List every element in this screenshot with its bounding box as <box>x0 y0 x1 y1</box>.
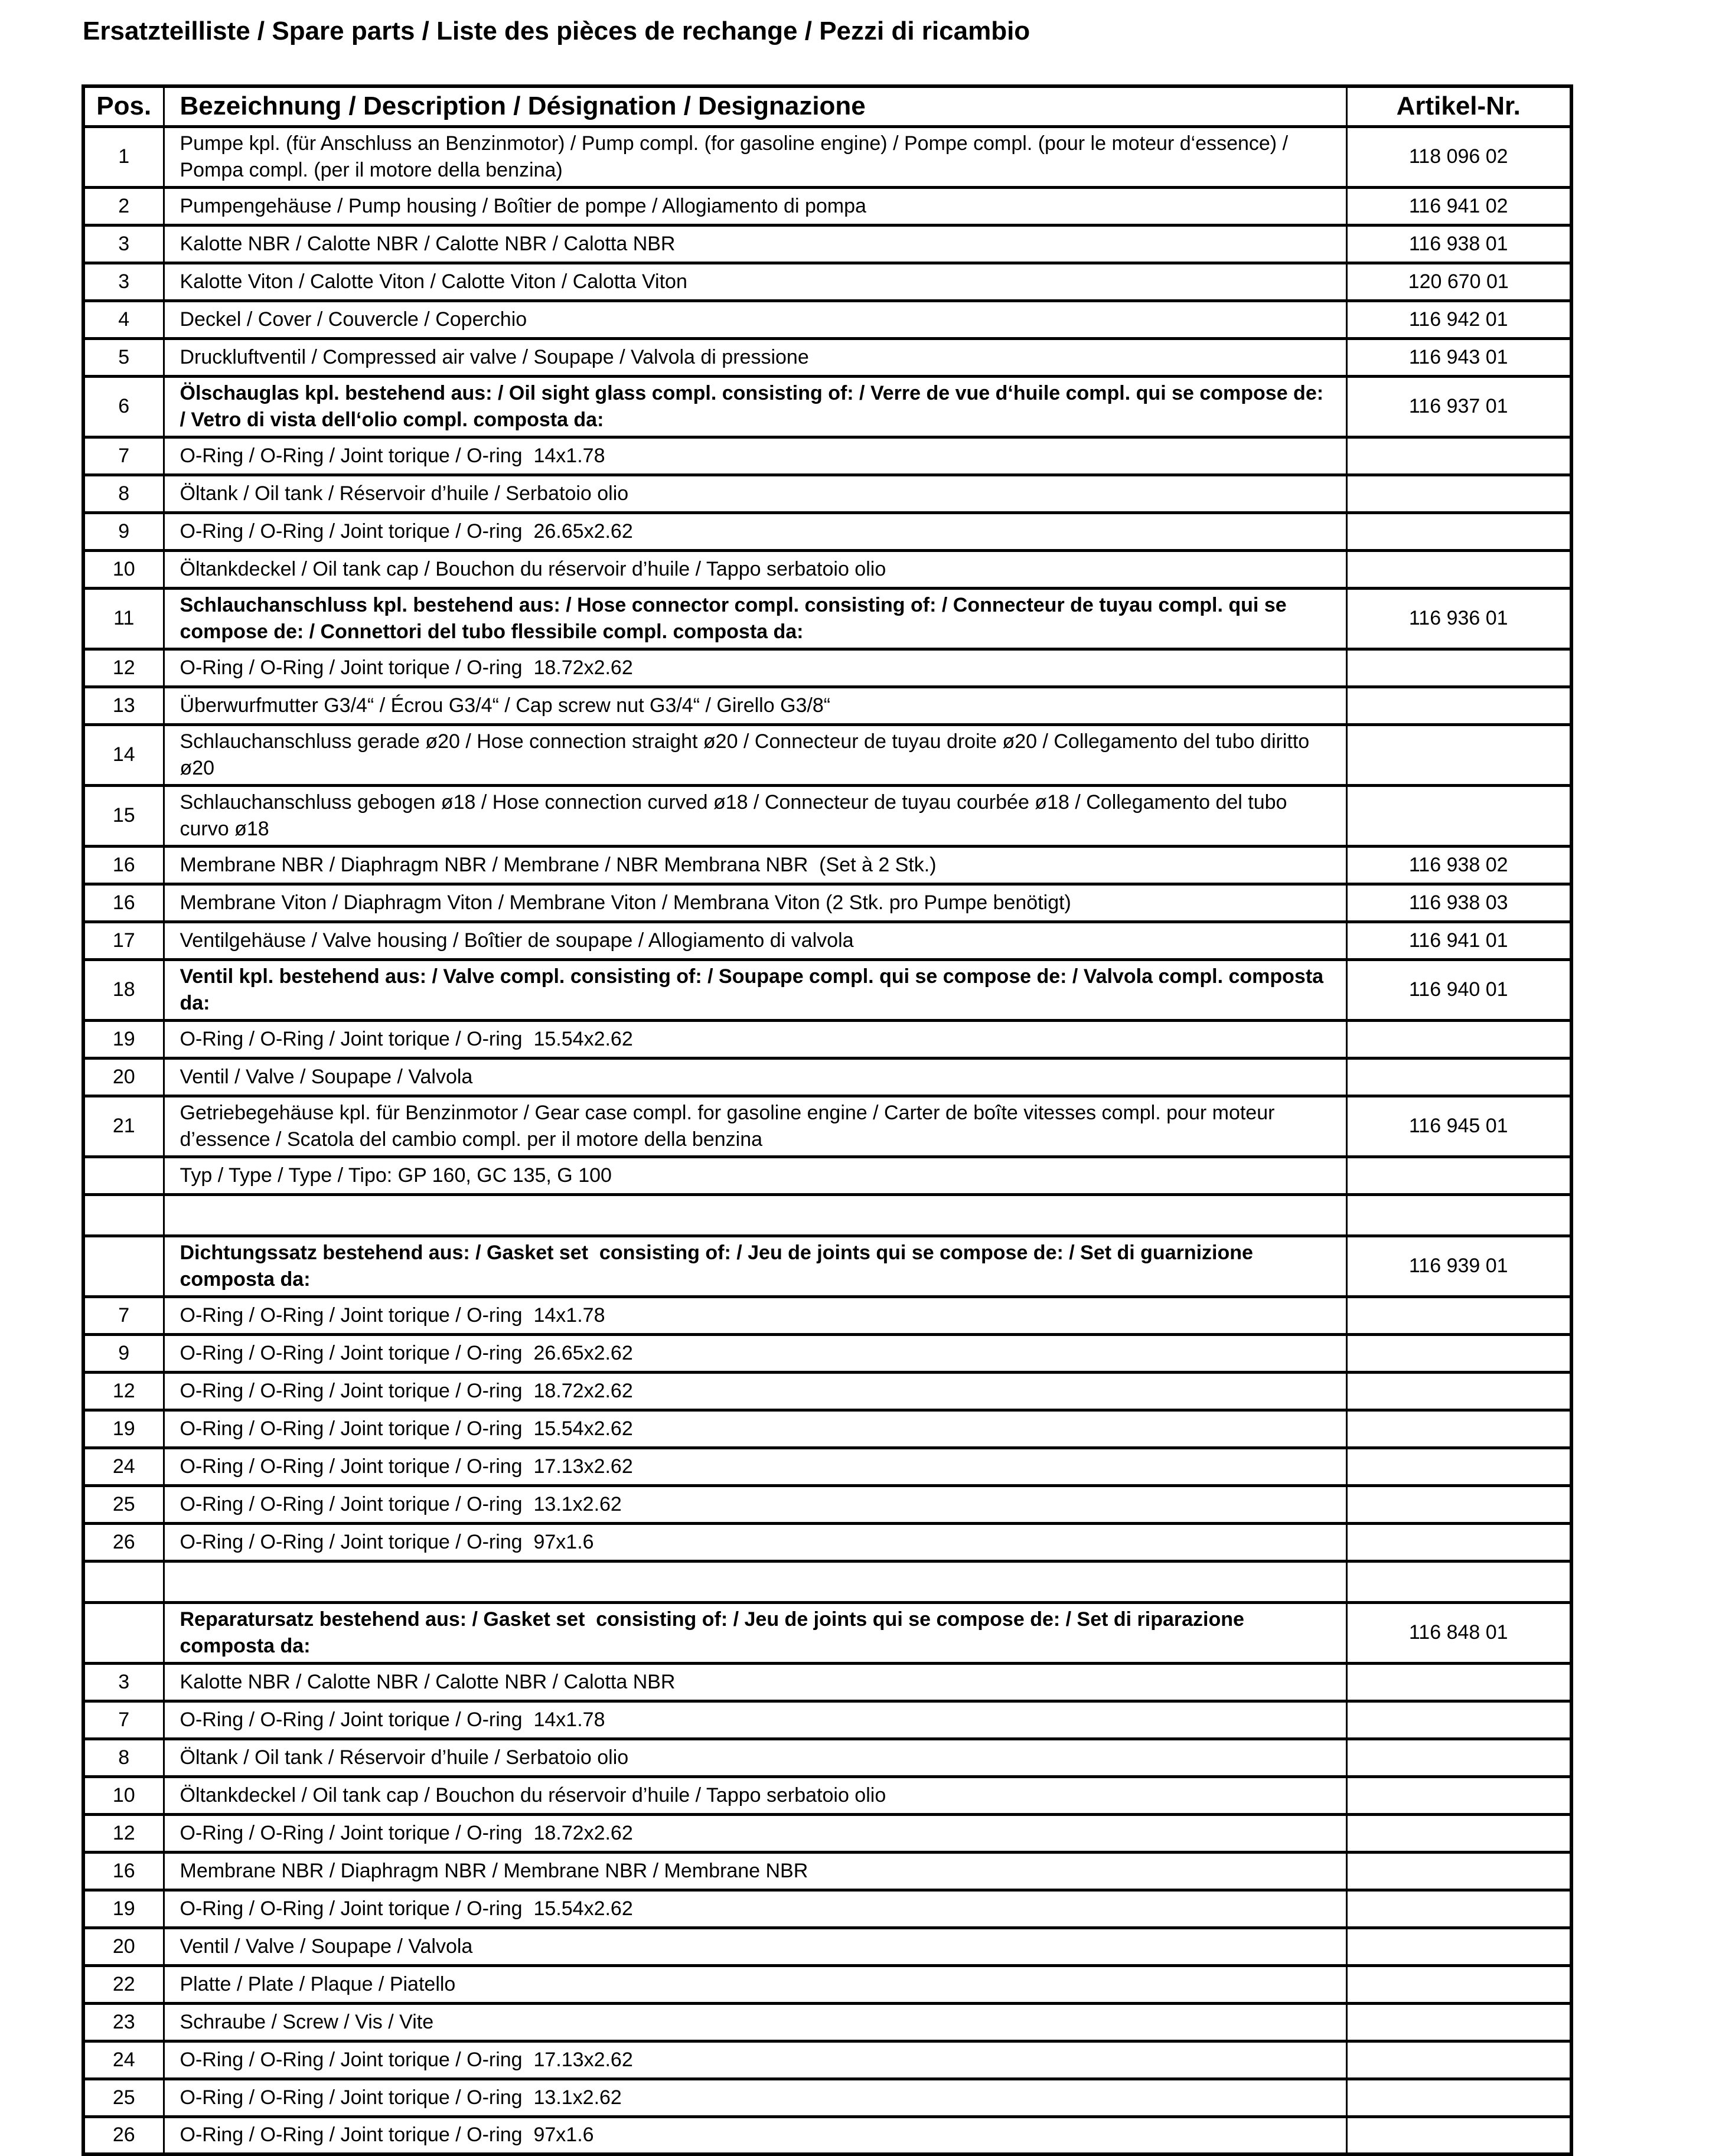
description-cell: Kalotte Viton / Calotte Viton / Calotte Viton / Calotta Viton <box>164 263 1346 300</box>
article-cell <box>1346 1334 1571 1372</box>
table-row <box>83 2003 1571 2041</box>
pos-cell: 19 <box>83 1890 164 1928</box>
article-cell: 116 848 01 <box>1346 1602 1571 1663</box>
article-cell <box>1346 1157 1571 1194</box>
pos-cell: 6 <box>83 376 164 437</box>
pos-cell: 25 <box>83 1485 164 1523</box>
article-cell <box>1346 1410 1571 1448</box>
table-row <box>83 1448 1571 1485</box>
table-row <box>83 1852 1571 1890</box>
description-cell <box>164 1561 1346 1602</box>
description-cell: O-Ring / O-Ring / Joint torique / O-ring 15.54x2.62 <box>164 1020 1346 1058</box>
pos-cell: 10 <box>83 550 164 588</box>
description-cell: O-Ring / O-Ring / Joint torique / O-ring 18.72x2.62 <box>164 1814 1346 1852</box>
description-cell: Dichtungssatz bestehend aus: / Gasket set consisting of: / Jeu de joints qui se compose de: / Set di guarnizione composta da: <box>164 1236 1346 1296</box>
article-cell <box>1346 1776 1571 1814</box>
description-cell: Kalotte NBR / Calotte NBR / Calotte NBR / Calotta NBR <box>164 225 1346 263</box>
table-row <box>83 1096 1571 1157</box>
pos-cell: 16 <box>83 884 164 922</box>
description-cell: Ventil / Valve / Soupape / Valvola <box>164 1058 1346 1096</box>
pos-cell: 24 <box>83 1448 164 1485</box>
article-cell: 116 941 02 <box>1346 187 1571 225</box>
pos-cell: 18 <box>83 959 164 1020</box>
article-cell <box>1346 1296 1571 1334</box>
description-cell: Pumpe kpl. (für Anschluss an Benzinmotor) / Pump compl. (for gasoline engine) / Pompe compl. (pour le moteur d‘essence) / Pompa compl. (per il motore della benzina) <box>164 126 1346 187</box>
article-cell <box>1346 1020 1571 1058</box>
article-cell: 116 943 01 <box>1346 338 1571 376</box>
article-cell <box>1346 512 1571 550</box>
pos-cell: 8 <box>83 475 164 512</box>
article-cell: 116 938 01 <box>1346 225 1571 263</box>
description-cell: Membrane Viton / Diaphragm Viton / Membrane Viton / Membrana Viton (2 Stk. pro Pumpe benötigt) <box>164 884 1346 922</box>
article-cell <box>1346 2079 1571 2116</box>
article-cell: 116 937 01 <box>1346 376 1571 437</box>
description-cell: Ölschauglas kpl. bestehend aus: / Oil sight glass compl. consisting of: / Verre de vue d‘huile compl. qui se compose de: / Vetro di vista dell‘olio compl. composta da: <box>164 376 1346 437</box>
table-row <box>83 1739 1571 1776</box>
pos-cell: 12 <box>83 1372 164 1410</box>
table-row <box>83 1334 1571 1372</box>
pos-cell <box>83 1561 164 1602</box>
article-cell <box>1346 1485 1571 1523</box>
table-row <box>83 1058 1571 1096</box>
table-row <box>83 785 1571 846</box>
description-cell: Öltankdeckel / Oil tank cap / Bouchon du réservoir d’huile / Tappo serbatoio olio <box>164 1776 1346 1814</box>
table-row <box>83 1485 1571 1523</box>
table-row <box>83 376 1571 437</box>
table-row <box>83 1372 1571 1410</box>
description-cell: O-Ring / O-Ring / Joint torique / O-ring 15.54x2.62 <box>164 1410 1346 1448</box>
pos-cell: 5 <box>83 338 164 376</box>
pos-cell: 20 <box>83 1058 164 1096</box>
description-cell: Schraube / Screw / Vis / Vite <box>164 2003 1346 2041</box>
pos-cell: 20 <box>83 1928 164 1965</box>
article-cell <box>1346 437 1571 475</box>
table-row <box>83 1020 1571 1058</box>
pos-cell: 1 <box>83 126 164 187</box>
article-cell <box>1346 475 1571 512</box>
description-cell: O-Ring / O-Ring / Joint torique / O-ring 26.65x2.62 <box>164 512 1346 550</box>
description-cell: O-Ring / O-Ring / Joint torique / O-ring 17.13x2.62 <box>164 2041 1346 2079</box>
table-row <box>83 884 1571 922</box>
description-cell: Platte / Plate / Plaque / Piatello <box>164 1965 1346 2003</box>
description-cell: Getriebegehäuse kpl. für Benzinmotor / Gear case compl. for gasoline engine / Carter de boîte vitesses compl. pour moteur d’essence / Scatola del cambio compl. per il motore della benzina <box>164 1096 1346 1157</box>
description-cell: O-Ring / O-Ring / Joint torique / O-ring 14x1.78 <box>164 437 1346 475</box>
description-cell: Überwurfmutter G3/4“ / Écrou G3/4“ / Cap screw nut G3/4“ / Girello G3/8“ <box>164 687 1346 724</box>
description-cell: Typ / Type / Type / Tipo: GP 160, GC 135, G 100 <box>164 1157 1346 1194</box>
table-row <box>83 2041 1571 2079</box>
description-cell: Ventilgehäuse / Valve housing / Boîtier de soupape / Allogiamento di valvola <box>164 922 1346 959</box>
spare-parts-table <box>81 84 1573 2156</box>
page-title: Ersatzteilliste / Spare parts / Liste des pièces de rechange / Pezzi di ricambio <box>83 17 1030 45</box>
table-row <box>83 588 1571 649</box>
pos-cell: 24 <box>83 2041 164 2079</box>
pos-cell: 16 <box>83 846 164 884</box>
table-row <box>83 2079 1571 2116</box>
description-cell: O-Ring / O-Ring / Joint torique / O-ring 13.1x2.62 <box>164 2079 1346 2116</box>
pos-cell <box>83 1157 164 1194</box>
parts-table-body <box>83 126 1571 2154</box>
table-row <box>83 1663 1571 1701</box>
article-cell <box>1346 1058 1571 1096</box>
description-cell: Membrane NBR / Diaphragm NBR / Membrane NBR / Membrane NBR <box>164 1852 1346 1890</box>
article-cell <box>1346 1739 1571 1776</box>
description-cell: Öltankdeckel / Oil tank cap / Bouchon du réservoir d’huile / Tappo serbatoio olio <box>164 550 1346 588</box>
article-cell: 116 942 01 <box>1346 300 1571 338</box>
table-row <box>83 225 1571 263</box>
pos-cell: 9 <box>83 512 164 550</box>
article-cell <box>1346 1523 1571 1561</box>
description-cell: Reparatursatz bestehend aus: / Gasket set consisting of: / Jeu de joints qui se compose de: / Set di riparazione composta da: <box>164 1602 1346 1663</box>
pos-cell: 10 <box>83 1776 164 1814</box>
pos-cell <box>83 1602 164 1663</box>
table-row <box>83 437 1571 475</box>
pos-cell: 21 <box>83 1096 164 1157</box>
table-row <box>83 1236 1571 1296</box>
article-cell <box>1346 1928 1571 1965</box>
header-description: Bezeichnung / Description / Désignation / Designazione <box>164 86 1346 126</box>
table-row <box>83 126 1571 187</box>
article-cell <box>1346 2041 1571 2079</box>
pos-cell: 13 <box>83 687 164 724</box>
pos-cell: 4 <box>83 300 164 338</box>
description-cell: Membrane NBR / Diaphragm NBR / Membrane / NBR Membrana NBR (Set à 2 Stk.) <box>164 846 1346 884</box>
pos-cell <box>83 1194 164 1236</box>
pos-cell: 15 <box>83 785 164 846</box>
pos-cell: 3 <box>83 225 164 263</box>
description-cell: Druckluftventil / Compressed air valve / Soupape / Valvola di pressione <box>164 338 1346 376</box>
pos-cell: 25 <box>83 2079 164 2116</box>
description-cell: Pumpengehäuse / Pump housing / Boîtier de pompe / Allogiamento di pompa <box>164 187 1346 225</box>
pos-cell: 16 <box>83 1852 164 1890</box>
description-cell: Öltank / Oil tank / Réservoir d’huile / Serbatoio olio <box>164 1739 1346 1776</box>
description-cell: O-Ring / O-Ring / Joint torique / O-ring 14x1.78 <box>164 1296 1346 1334</box>
table-row <box>83 1157 1571 1194</box>
description-cell: O-Ring / O-Ring / Joint torique / O-ring 26.65x2.62 <box>164 1334 1346 1372</box>
description-cell: O-Ring / O-Ring / Joint torique / O-ring 15.54x2.62 <box>164 1890 1346 1928</box>
article-cell <box>1346 1194 1571 1236</box>
table-row <box>83 1965 1571 2003</box>
description-cell: O-Ring / O-Ring / Joint torique / O-ring 97x1.6 <box>164 1523 1346 1561</box>
article-cell <box>1346 1372 1571 1410</box>
pos-cell: 22 <box>83 1965 164 2003</box>
table-row <box>83 649 1571 687</box>
table-row <box>83 724 1571 785</box>
table-row <box>83 550 1571 588</box>
article-cell <box>1346 1965 1571 2003</box>
pos-cell: 14 <box>83 724 164 785</box>
pos-cell: 19 <box>83 1020 164 1058</box>
table-row <box>83 959 1571 1020</box>
table-row <box>83 1928 1571 1965</box>
pos-cell: 12 <box>83 1814 164 1852</box>
article-cell <box>1346 2116 1571 2154</box>
article-cell <box>1346 1852 1571 1890</box>
pos-cell: 3 <box>83 1663 164 1701</box>
article-cell <box>1346 649 1571 687</box>
table-row <box>83 1296 1571 1334</box>
description-cell: O-Ring / O-Ring / Joint torique / O-ring 18.72x2.62 <box>164 1372 1346 1410</box>
article-cell <box>1346 1890 1571 1928</box>
table-row <box>83 300 1571 338</box>
description-cell: O-Ring / O-Ring / Joint torique / O-ring 13.1x2.62 <box>164 1485 1346 1523</box>
table-row <box>83 1602 1571 1663</box>
article-cell: 116 938 03 <box>1346 884 1571 922</box>
pos-cell: 26 <box>83 2116 164 2154</box>
article-cell: 116 945 01 <box>1346 1096 1571 1157</box>
table-header-row <box>83 86 1571 126</box>
article-cell <box>1346 1663 1571 1701</box>
table-row <box>83 922 1571 959</box>
article-cell: 116 941 01 <box>1346 922 1571 959</box>
table-row <box>83 1814 1571 1852</box>
pos-cell: 11 <box>83 588 164 649</box>
description-cell: Ventil / Valve / Soupape / Valvola <box>164 1928 1346 1965</box>
article-cell: 120 670 01 <box>1346 263 1571 300</box>
description-cell: Öltank / Oil tank / Réservoir d’huile / Serbatoio olio <box>164 475 1346 512</box>
table-row <box>83 1701 1571 1739</box>
description-cell: Ventil kpl. bestehend aus: / Valve compl. consisting of: / Soupape compl. qui se compose de: / Valvola compl. composta da: <box>164 959 1346 1020</box>
description-cell: Schlauchanschluss gerade ø20 / Hose connection straight ø20 / Connecteur de tuyau droite ø20 / Collegamento del tubo diritto ø20 <box>164 724 1346 785</box>
description-cell: O-Ring / O-Ring / Joint torique / O-ring 18.72x2.62 <box>164 649 1346 687</box>
table-row <box>83 475 1571 512</box>
table-row <box>83 1776 1571 1814</box>
description-cell: Schlauchanschluss kpl. bestehend aus: / Hose connector compl. consisting of: / Connecteur de tuyau compl. qui se compose de: / Connettori del tubo flessibile compl. composta da: <box>164 588 1346 649</box>
pos-cell: 7 <box>83 1296 164 1334</box>
table-row <box>83 1194 1571 1236</box>
table-row <box>83 1890 1571 1928</box>
article-cell <box>1346 2003 1571 2041</box>
article-cell <box>1346 550 1571 588</box>
table-row <box>83 2116 1571 2154</box>
article-cell <box>1346 724 1571 785</box>
table-row <box>83 512 1571 550</box>
pos-cell: 9 <box>83 1334 164 1372</box>
article-cell <box>1346 1448 1571 1485</box>
header-pos: Pos. <box>83 86 164 126</box>
article-cell <box>1346 1561 1571 1602</box>
description-cell <box>164 1194 1346 1236</box>
table-row <box>83 1523 1571 1561</box>
pos-cell: 26 <box>83 1523 164 1561</box>
pos-cell: 7 <box>83 437 164 475</box>
pos-cell: 7 <box>83 1701 164 1739</box>
pos-cell: 2 <box>83 187 164 225</box>
article-cell <box>1346 785 1571 846</box>
article-cell <box>1346 1701 1571 1739</box>
pos-cell: 17 <box>83 922 164 959</box>
table-row <box>83 187 1571 225</box>
article-cell: 116 936 01 <box>1346 588 1571 649</box>
article-cell: 116 939 01 <box>1346 1236 1571 1296</box>
description-cell: Schlauchanschluss gebogen ø18 / Hose connection curved ø18 / Connecteur de tuyau courbée ø18 / Collegamento del tubo curvo ø18 <box>164 785 1346 846</box>
description-cell: Deckel / Cover / Couvercle / Coperchio <box>164 300 1346 338</box>
table-row <box>83 263 1571 300</box>
table-row <box>83 687 1571 724</box>
pos-cell: 3 <box>83 263 164 300</box>
pos-cell: 8 <box>83 1739 164 1776</box>
article-cell <box>1346 687 1571 724</box>
table-row <box>83 846 1571 884</box>
description-cell: O-Ring / O-Ring / Joint torique / O-ring 97x1.6 <box>164 2116 1346 2154</box>
description-cell: Kalotte NBR / Calotte NBR / Calotte NBR / Calotta NBR <box>164 1663 1346 1701</box>
table-row <box>83 338 1571 376</box>
pos-cell: 19 <box>83 1410 164 1448</box>
pos-cell: 23 <box>83 2003 164 2041</box>
article-cell: 118 096 02 <box>1346 126 1571 187</box>
description-cell: O-Ring / O-Ring / Joint torique / O-ring 17.13x2.62 <box>164 1448 1346 1485</box>
article-cell: 116 940 01 <box>1346 959 1571 1020</box>
header-article-nr: Artikel-Nr. <box>1346 86 1571 126</box>
table-row <box>83 1410 1571 1448</box>
pos-cell: 12 <box>83 649 164 687</box>
article-cell: 116 938 02 <box>1346 846 1571 884</box>
table-row <box>83 1561 1571 1602</box>
description-cell: O-Ring / O-Ring / Joint torique / O-ring 14x1.78 <box>164 1701 1346 1739</box>
pos-cell <box>83 1236 164 1296</box>
article-cell <box>1346 1814 1571 1852</box>
